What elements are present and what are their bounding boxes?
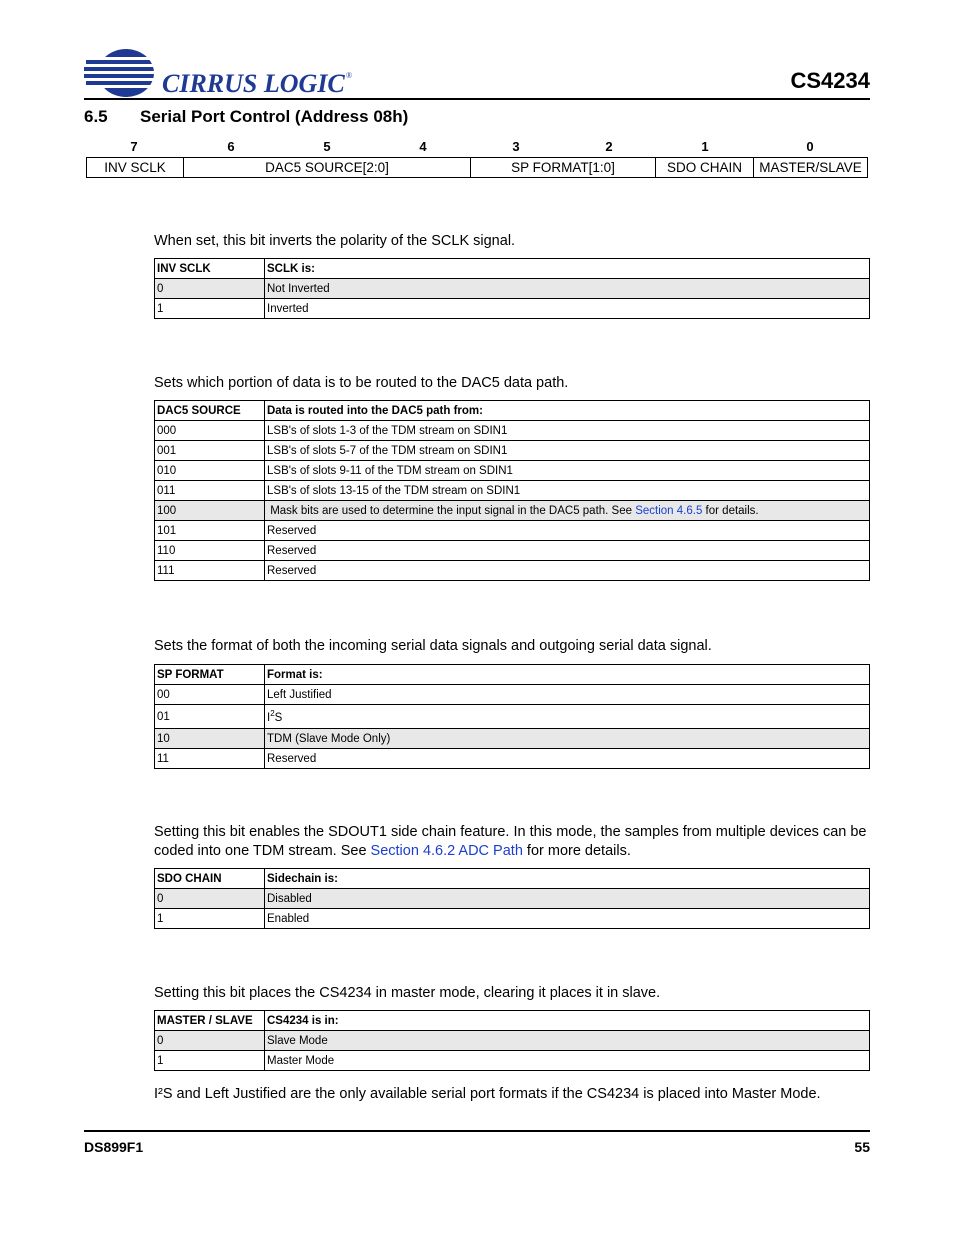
table-header: CS4234 is in: [265,1011,870,1031]
table-cell: 011 [155,481,265,501]
table-header: Format is: [265,665,870,685]
table-cell: 101 [155,521,265,541]
field-master-slave: MASTER/SLAVE [754,158,868,178]
section-4-6-5-link[interactable]: Section 4.6.5 [635,504,703,517]
sp-format-description: Sets the format of both the incoming serial data signals and outgoing serial data signal. [154,638,712,654]
table-cell: 00 [155,685,265,705]
table-cell: 1 [155,299,265,319]
footer-rule [84,1130,870,1132]
table-cell: TDM (Slave Mode Only) [265,729,870,749]
sdo-chain-table [154,868,870,929]
table-cell: Not Inverted [265,279,870,299]
table-cell: 1 [155,1051,265,1071]
table-cell: 0 [155,889,265,909]
table-header: SP FORMAT [155,665,265,685]
cell-text: Mask bits are used to determine the input signal in the DAC5 path. See [267,504,636,517]
table-cell: 000 [155,421,265,441]
part-number: CS4234 [790,68,870,93]
sdo-chain-description [154,823,870,861]
table-cell: 111 [155,561,265,581]
table-cell: Slave Mode [265,1031,870,1051]
section-number: 6.5 [84,107,108,126]
table-header: INV SCLK [155,259,265,279]
table-cell: Inverted [265,299,870,319]
table-cell: LSB's of slots 13-15 of the TDM stream on SDIN1 [265,481,870,501]
table-header: Sidechain is: [265,869,870,889]
desc-text: Setting this bit enables the SDOUT1 side chain feature. In this mode, the samples from multiple devices can be coded into one TDM stream. See [154,824,867,859]
section-4-6-2-link[interactable]: Section 4.6.2 ADC Path [370,843,523,859]
table-header: SDO CHAIN [155,869,265,889]
table-cell: Master Mode [265,1051,870,1071]
section-title: Serial Port Control (Address 08h) [140,107,409,126]
table-cell: Enabled [265,909,870,929]
sp-format-table [154,664,870,769]
table-cell: Reserved [265,541,870,561]
table-cell: Left Justified [265,685,870,705]
dac5-source-description: Sets which portion of data is to be routed to the DAC5 data path. [154,375,569,391]
inv-sclk-description: When set, this bit inverts the polarity of the SCLK signal. [154,233,516,249]
bit-number: 2 [605,139,613,154]
table-cell: 0 [155,279,265,299]
document-id: DS899F1 [84,1139,144,1155]
register-bit-table [86,157,868,178]
field-dac5-source: DAC5 SOURCE[2:0] [184,158,471,178]
table-cell: 1 [155,909,265,929]
table-cell: Reserved [265,561,870,581]
field-inv-sclk: INV SCLK [87,158,184,178]
header-rule [84,98,870,100]
field-sdo-chain: SDO CHAIN [656,158,754,178]
table-header: MASTER / SLAVE [155,1011,265,1031]
table-header: DAC5 SOURCE [155,401,265,421]
table-cell: 10 [155,729,265,749]
table-cell: 11 [155,749,265,769]
desc-text: for more details. [522,843,631,859]
page-number: 55 [854,1139,870,1155]
table-header: Data is routed into the DAC5 path from: [265,401,870,421]
table-cell: 01 [155,705,265,729]
field-sp-format: SP FORMAT[1:0] [471,158,656,178]
bit-number: 7 [130,139,138,154]
i2s-base: I [267,711,271,724]
bit-number: 6 [227,139,235,154]
table-cell: 010 [155,461,265,481]
table-cell: Disabled [265,889,870,909]
cell-text: for details. [702,504,759,517]
master-slave-table [154,1010,870,1071]
table-header: SCLK is: [265,259,870,279]
master-slave-description: Setting this bit places the CS4234 in master mode, clearing it places it in slave. [154,985,661,1001]
inv-sclk-table [154,258,870,319]
table-cell: LSB's of slots 5-7 of the TDM stream on SDIN1 [265,441,870,461]
logo-wordmark: CIRRUS LOGIC [162,69,345,98]
section-heading [84,107,408,127]
bit-number: 3 [512,139,520,154]
master-mode-note: I²S and Left Justified are the only available serial port formats if the CS4234 is placed into Master Mode. [154,1086,821,1102]
table-cell: 110 [155,541,265,561]
table-cell: 100 [155,501,265,521]
svg-text:®: ® [346,71,353,80]
bit-number: 5 [323,139,331,154]
table-cell: Reserved [265,749,870,769]
i2s-tail: S [274,711,283,724]
cirrus-logic-logo [84,48,364,98]
table-cell: Reserved [265,521,870,541]
bit-number: 0 [806,139,814,154]
bit-number: 4 [419,139,427,154]
dac5-source-table [154,400,870,581]
table-cell [265,705,870,729]
i2s-sup: 2 [270,709,275,719]
table-cell: 001 [155,441,265,461]
bit-number: 1 [701,139,709,154]
table-cell [265,501,870,521]
table-cell: 0 [155,1031,265,1051]
table-cell: LSB's of slots 1-3 of the TDM stream on SDIN1 [265,421,870,441]
bit-numbers [86,139,869,155]
table-cell: LSB's of slots 9-11 of the TDM stream on SDIN1 [265,461,870,481]
